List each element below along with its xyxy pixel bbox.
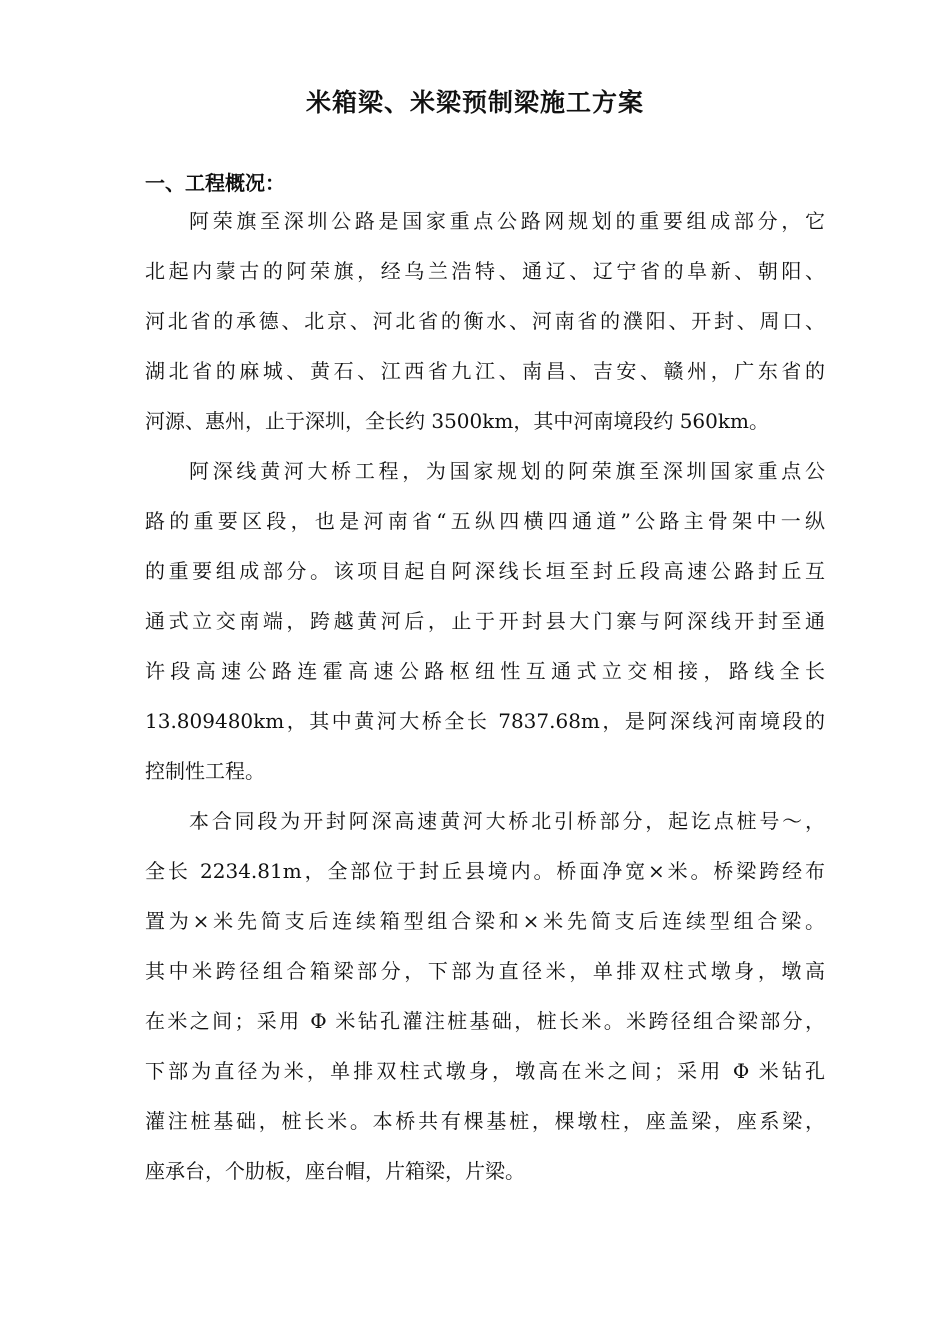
paragraph-3-line-2: 全长 2234.81m，全部位于封丘县境内。桥面净宽×米。桥梁跨经布 — [145, 859, 825, 883]
paragraph-2-line-6: 13.809480km，其中黄河大桥全长 7837.68m，是阿深线河南境段的 — [145, 709, 825, 733]
paragraph-2-line-1: 阿深线黄河大桥工程，为国家规划的阿荣旗至深圳国家重点公 — [189, 459, 825, 483]
paragraph-2-line-3: 的重要组成部分。该项目起自阿深线长垣至封丘段高速公路封丘互 — [145, 559, 825, 583]
paragraph-3-line-6: 下部为直径为米，单排双柱式墩身，墩高在米之间；采用 Φ 米钻孔 — [145, 1059, 825, 1083]
paragraph-3-line-1: 本合同段为开封阿深高速黄河大桥北引桥部分，起讫点桩号～， — [189, 809, 825, 833]
paragraph-3-line-3: 置为×米先简支后连续箱型组合梁和×米先简支后连续型组合梁。 — [145, 909, 825, 933]
paragraph-2-line-7: 控制性工程。 — [145, 759, 265, 783]
paragraph-1-line-4: 湖北省的麻城、黄石、江西省九江、南昌、吉安、赣州，广东省的 — [145, 359, 825, 383]
paragraph-1-line-1: 阿荣旗至深圳公路是国家重点公路网规划的重要组成部分，它 — [189, 209, 825, 233]
paragraph-1-line-2: 北起内蒙古的阿荣旗，经乌兰浩特、通辽、辽宁省的阜新、朝阳、 — [145, 259, 825, 283]
section-heading: 一、工程概况： — [145, 171, 285, 195]
paragraph-2-line-4: 通式立交南端，跨越黄河后，止于开封县大门寨与阿深线开封至通 — [145, 609, 825, 633]
paragraph-1-line-3: 河北省的承德、北京、河北省的衡水、河南省的濮阳、开封、周口、 — [145, 309, 825, 333]
paragraph-3-line-5: 在米之间；采用 Φ 米钻孔灌注桩基础，桩长米。米跨径组合梁部分， — [145, 1009, 825, 1033]
document-title: 米箱梁、米梁预制梁施工方案 — [305, 88, 644, 117]
paragraph-3-line-8: 座承台，个肋板，座台帽，片箱梁，片梁。 — [145, 1159, 525, 1183]
paragraph-2-line-5: 许段高速公路连霍高速公路枢纽性互通式立交相接，路线全长 — [145, 659, 825, 683]
paragraph-2-line-2: 路的重要区段，也是河南省“五纵四横四通道”公路主骨架中一纵 — [145, 509, 825, 533]
paragraph-3-line-7: 灌注桩基础，桩长米。本桥共有棵基桩，棵墩柱，座盖梁，座系梁， — [145, 1109, 825, 1133]
paragraph-3-line-4: 其中米跨径组合箱梁部分，下部为直径米，单排双柱式墩身，墩高 — [145, 959, 825, 983]
paragraph-1-line-5: 河源、惠州，止于深圳，全长约 3500km，其中河南境段约 560km。 — [145, 409, 769, 433]
